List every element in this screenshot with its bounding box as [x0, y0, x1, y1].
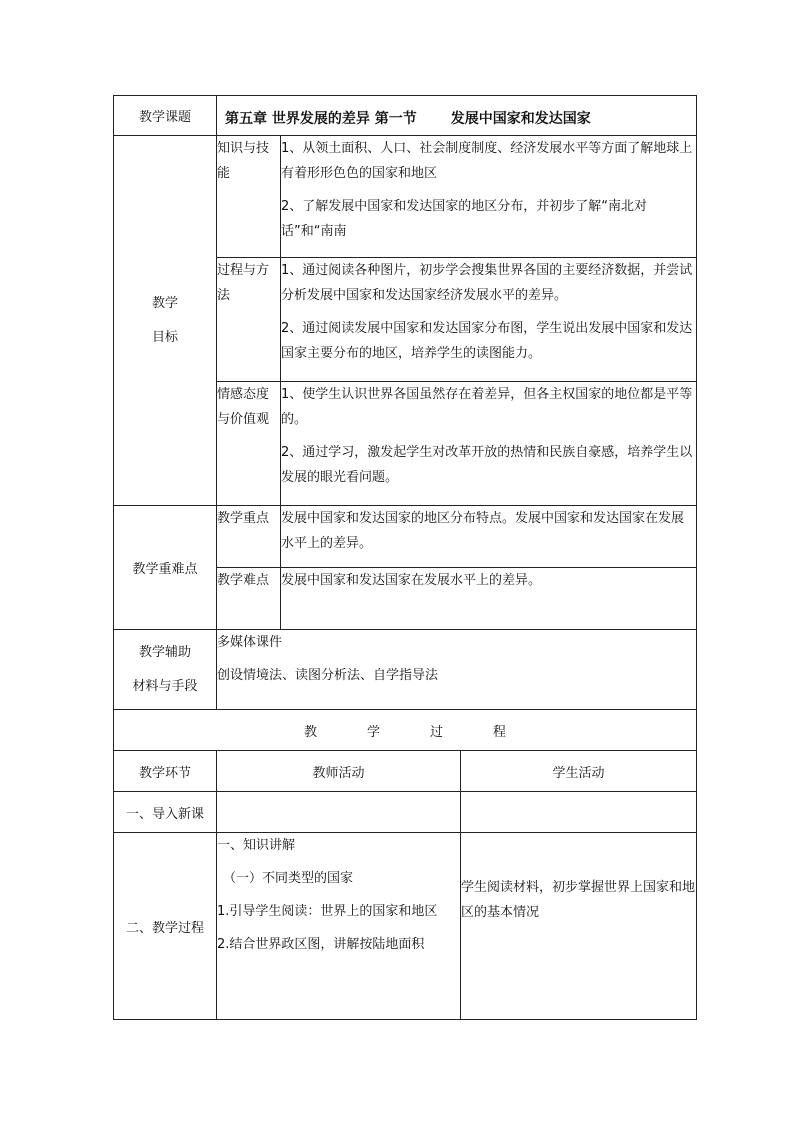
main-process-row — [114, 833, 697, 1020]
attitude-item-2: 2、通过学习，激发起学生对改革开放的热情和民族自豪感，培养学生以发展的眼光看问题。 — [281, 445, 693, 485]
difficulty-text: 发展中国家和发达国家在发展水平上的差异。 — [281, 573, 542, 588]
intro-teacher-cell — [217, 792, 461, 833]
process-header-row — [114, 710, 697, 751]
intro-stage-label: 一、导入新课 — [114, 792, 217, 833]
aids-category-line2: 材料与手段 — [132, 678, 198, 694]
knowledge-label: 知识与技能 — [217, 136, 281, 258]
student-activity-text: 学生阅读材料，初步掌握世界上国家和地区的基本情况 — [461, 880, 696, 920]
attitude-content — [281, 382, 697, 506]
difficulty-content — [281, 568, 697, 630]
column-header-stage: 教学环节 — [114, 751, 217, 792]
process-columns-row — [114, 751, 697, 792]
knowledge-item-2: 2、了解发展中国家和发达国家的地区分布，并初步了解“南北对话”和“南南 — [281, 199, 648, 239]
process-item-2: 2、通过阅读发展中国家和发达国家分布图，学生说出发展中国家和发达国家主要分布的地区，培养学生的读图能力。 — [281, 321, 693, 361]
course-title-section: 发展中国家和发达国家 — [450, 110, 591, 127]
lesson-plan-table — [113, 95, 697, 1020]
key-focus-row — [114, 506, 697, 568]
objectives-category — [114, 136, 217, 506]
column-header-student: 学生活动 — [461, 751, 697, 792]
aids-item-2: 创设情境法、读图分析法、自学指导法 — [217, 668, 439, 683]
teacher-item-2: （一）不同类型的国家 — [223, 871, 354, 886]
aids-row — [114, 630, 697, 710]
process-item-1: 1、通过阅读各种图片，初步学会搜集世界各国的主要经济数据，并尝试分析发展中国家和发达国家经济发展水平的差异。 — [281, 263, 693, 303]
process-section-header — [114, 710, 697, 751]
aids-item-1: 多媒体课件 — [217, 635, 283, 650]
intro-row — [114, 792, 697, 833]
aids-category — [114, 630, 217, 710]
course-label: 教学课题 — [114, 96, 217, 136]
course-row — [114, 96, 697, 136]
focus-content — [281, 506, 697, 568]
objective-knowledge-row — [114, 136, 697, 258]
focus-label: 教学重点 — [217, 506, 281, 568]
course-title-chapter: 第五章 世界发展的差异 第一节 — [225, 110, 417, 127]
knowledge-item-1: 1、从领土面积、人口、社会制度制度、经济发展水平等方面了解地球上有着形形色色的国家和地区 — [281, 141, 693, 181]
process-section-title: 教学过程 — [303, 724, 556, 740]
main-stage-label: 二、教学过程 — [114, 833, 217, 1020]
main-teacher-cell — [217, 833, 461, 1020]
course-title — [217, 96, 697, 136]
objectives-category-line2: 目标 — [151, 329, 178, 345]
teacher-item-3: 1.引导学生阅读：世界上的国家和地区 — [217, 904, 438, 919]
attitude-label: 情感态度与价值观 — [217, 382, 281, 506]
aids-category-line1: 教学辅助 — [138, 644, 191, 660]
process-content — [281, 258, 697, 382]
teacher-item-1: 一、知识讲解 — [217, 838, 296, 853]
intro-student-cell — [461, 792, 697, 833]
key-points-category: 教学重难点 — [114, 506, 217, 630]
teacher-item-4: 2.结合世界政区图，讲解按陆地面积 — [217, 937, 425, 952]
aids-content — [217, 630, 697, 710]
process-label: 过程与方法 — [217, 258, 281, 382]
focus-text: 发展中国家和发达国家的地区分布特点。发展中国家和发达国家在发展水平上的差异。 — [281, 511, 685, 551]
knowledge-content — [281, 136, 697, 258]
attitude-item-1: 1、使学生认识世界各国虽然存在着差异，但各主权国家的地位都是平等的。 — [281, 387, 693, 427]
column-header-teacher: 教师活动 — [217, 751, 461, 792]
objectives-category-line1: 教学 — [151, 295, 178, 311]
difficulty-label: 教学难点 — [217, 568, 281, 630]
main-student-cell — [461, 833, 697, 1020]
